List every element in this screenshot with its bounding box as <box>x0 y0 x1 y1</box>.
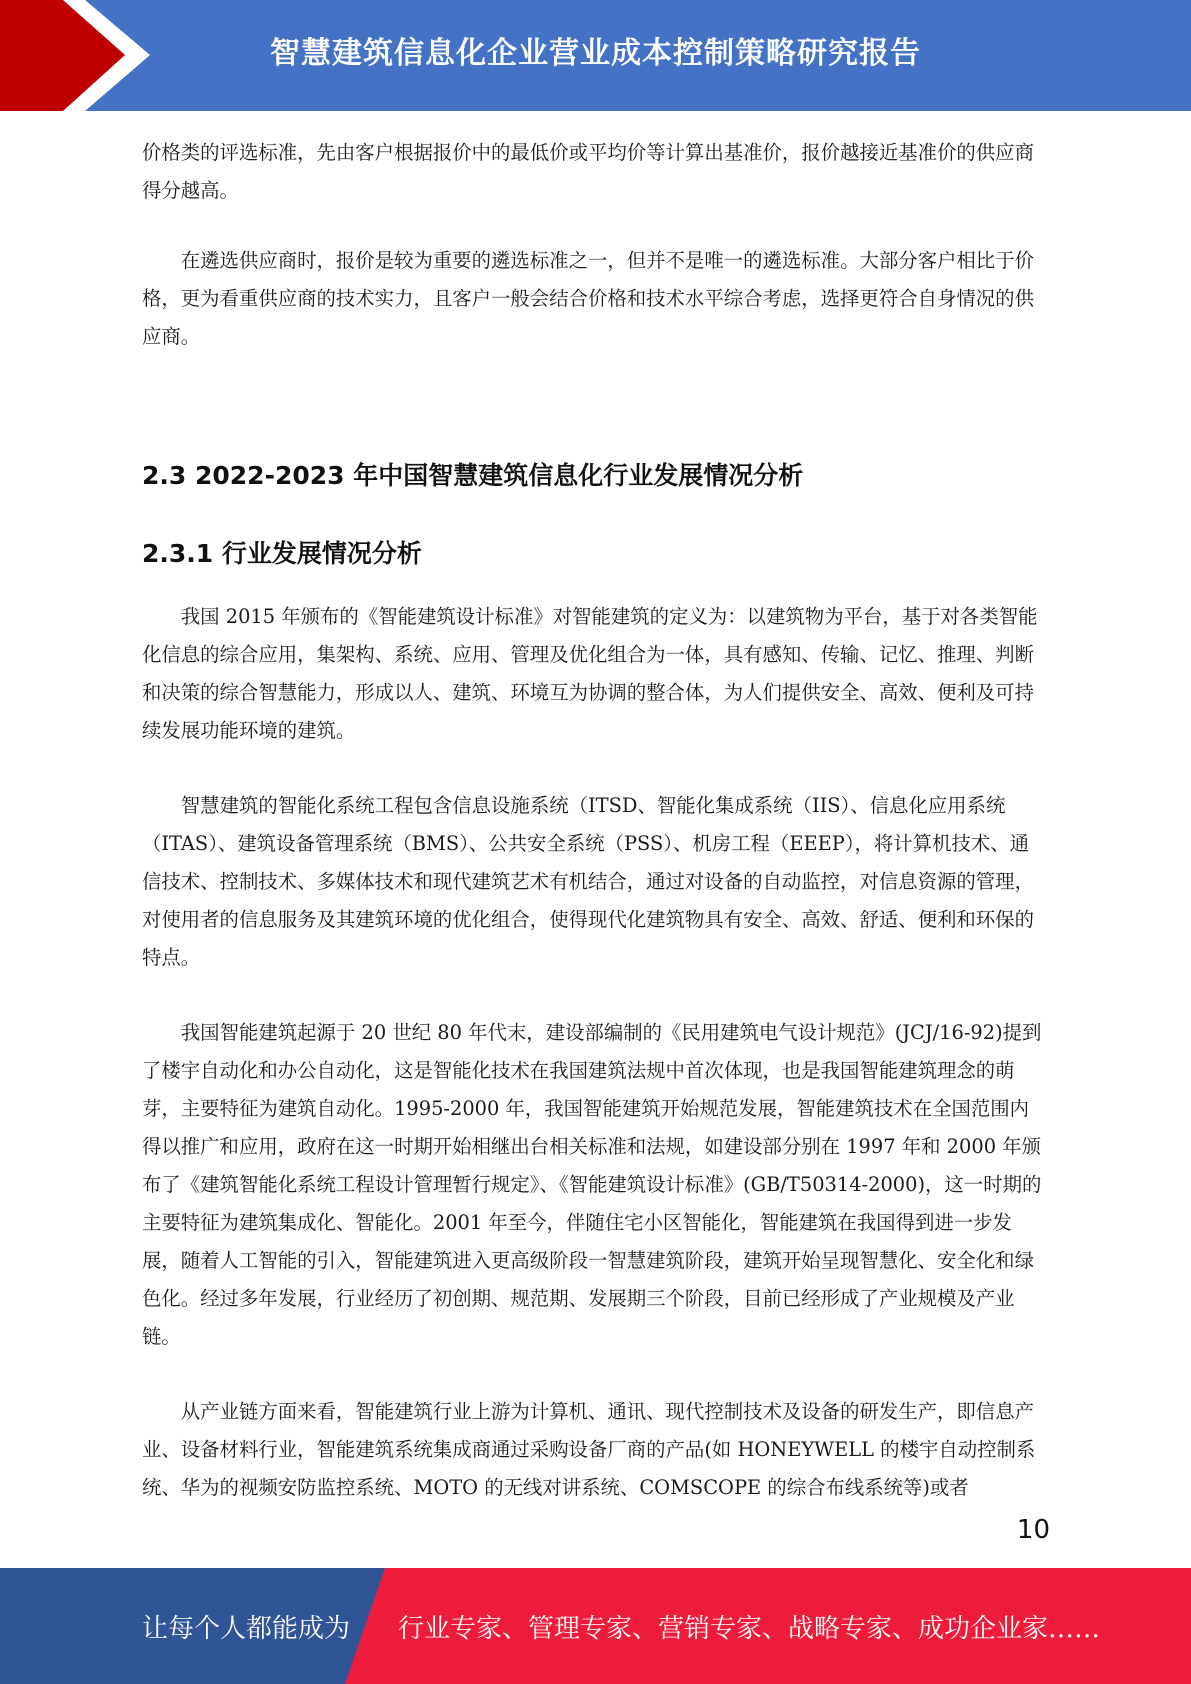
paragraph-history: 我国智能建筑起源于 20 世纪 80 年代末，建设部编制的《民用建筑电气设计规范》(JCJ/16-92)提到了楼宇自动化和办公自动化，这是智能化技术在我国建筑法规中首次体现，也是我国智能建筑理念的萌芽，主要特征为建筑自动化。1995-2000 年，我国智能建筑开始规范发展，智能建筑技术在全国范围内得以推广和应用，政府在这一时期开始相继出台相关标准和法规，如建设部分别在 1997 年和 2000 年颁布了《建筑智能化系统工程设计管理暂行规定》、《智能建筑设计标准》(GB/T50314-2000)，这一时期的主要特征为建筑集成化、智能化。2001 年至今，伴随住宅小区智能化，智能建筑在我国得到进一步发展，随着人工智能的引入，智能建筑进入更高级阶段一智慧建筑阶段，建筑开始呈现智慧化、安全化和绿色化。经过多年发展，行业经历了初创期、规范期、发展期三个阶段，目前已经形成了产业规模及产业链。 <box>142 1021 1042 1348</box>
paragraph-price-criteria: 价格类的评选标准，先由客户根据报价中的最低价或平均价等计算出基准价，报价越接近基准价的供应商得分越高。 <box>142 141 1034 202</box>
page-footer <box>0 1568 1191 1684</box>
footer-slogan-left: 让每个人都能成为 <box>142 1614 351 1644</box>
paragraph-industry-chain: 从产业链方面来看，智能建筑行业上游为计算机、通讯、现代控制技术及设备的研发生产，即信息产业、设备材料行业，智能建筑系统集成商通过采购设备厂商的产品(如 HONEYWELL 的楼宇自动控制系统、华为的视频安防监控系统、MOTO 的无线对讲系统、COMSCOPE 的综合布线系统等)或者 <box>142 1400 1036 1499</box>
paragraph-systems: 智慧建筑的智能化系统工程包含信息设施系统（ITSD、智能化集成系统（IIS）、信息化应用系统（ITAS）、建筑设备管理系统（BMS）、公共安全系统（PSS）、机房工程（EEEP），将计算机技术、通信技术、控制技术、多媒体技术和现代建筑艺术有机结合，通过对设备的自动监控，对信息资源的管理，对使用者的信息服务及其建筑环境的优化组合，使得现代化建筑物具有安全、高效、舒适、便利和环保的特点。 <box>142 794 1034 969</box>
page-content <box>142 130 1045 1507</box>
paragraph-supplier-selection: 在遴选供应商时，报价是较为重要的遴选标准之一，但并不是唯一的遴选标准。大部分客户相比于价格，更为看重供应商的技术实力，且客户一般会结合价格和技术水平综合考虑，选择更符合自身情况的供应商。 <box>142 249 1034 348</box>
page-header <box>0 0 1191 111</box>
report-title: 智慧建筑信息化企业营业成本控制策略研究报告 <box>270 36 921 71</box>
paragraph-definition: 我国 2015 年颁布的《智能建筑设计标准》对智能建筑的定义为：以建筑物为平台，基于对各类智能化信息的综合应用，集架构、系统、应用、管理及优化组合为一体，具有感知、传输、记忆、推理、判断和决策的综合智慧能力，形成以人、建筑、环境互为协调的整合体，为人们提供安全、高效、便利及可持续发展功能环境的建筑。 <box>142 605 1038 742</box>
section-heading: 2.3 2022-2023 年中国智慧建筑信息化行业发展情况分析 <box>142 461 804 490</box>
footer-slogan-right: 行业专家、管理专家、营销专家、战略专家、成功企业家…… <box>398 1614 1101 1644</box>
page-number: 10 <box>1016 1515 1050 1545</box>
subsection-heading: 2.3.1 行业发展情况分析 <box>142 539 422 568</box>
